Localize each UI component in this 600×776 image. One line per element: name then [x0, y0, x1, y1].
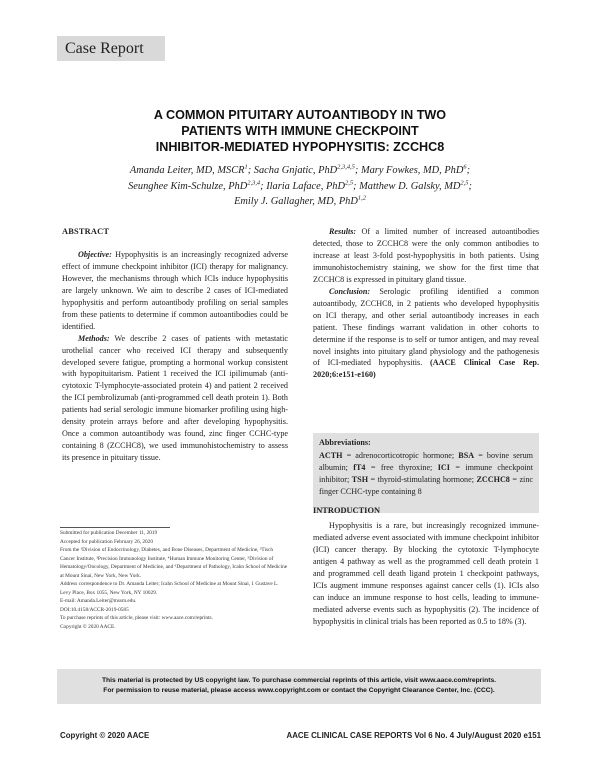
footnote-address: Address correspondence to Dr. Amanda Leiter; Icahn School of Medicine at Mount Sinai, 1 Gustave L. Levy Place, Box 1055, New York, NY 10029. [60, 581, 279, 596]
section-label: Case Report [57, 36, 165, 61]
objective-label: Objective: [78, 249, 112, 259]
author-affiliation: 1 [244, 163, 248, 171]
title-line: PATIENTS WITH IMMUNE CHECKPOINT [181, 124, 419, 138]
abstract-left-column [62, 226, 288, 464]
footer-copyright: Copyright © 2020 AACE [60, 731, 150, 740]
author-affiliation: 2,5 [460, 179, 469, 187]
author-affiliation: 2,5 [345, 179, 354, 187]
author-affiliation: 2,3,4 [247, 179, 261, 187]
abbr-term: TSH [351, 474, 369, 484]
abbreviations-list [319, 450, 533, 498]
author-affiliation: 1,2 [357, 194, 366, 202]
author-name: Sacha Gnjatic, PhD [253, 165, 338, 176]
footnote-doi: DOI:10.4158/ACCR-2019-0585 [60, 606, 129, 613]
author-separator: ; [468, 180, 472, 192]
article-title [60, 107, 540, 155]
footnote-copyright: Copyright © 2020 AACE. [60, 623, 116, 630]
methods-label: Methods: [78, 333, 110, 343]
abbr-definition: = bovine serum albumin; [319, 450, 533, 472]
banner-line: This material is protected by US copyright law. To purchase commercial reprints of this article, visit www.aace.com/reprints. [101, 677, 497, 684]
author-name: Ilaria Laface, PhD [266, 180, 345, 192]
abbr-term: ACTH [319, 450, 343, 460]
footnote-affiliations: From the ¹Division of Endocrinology, Diabetes, and Bone Diseases, Department of Medicine, ²Tisch Cancer Institute, ³Precision Immunology Institute, ⁴Human Immune Monitoring Center, ⁵Division of Hematology/Oncology, Department of Medicine, and ⁶Department of Pathology, Icahn School of Medicine at Mount Sinai, New York, New York. [60, 547, 288, 579]
author-name: Amanda Leiter, MD, MSCR [129, 165, 245, 176]
abbr-definition: = adrenocorticotropic hormone; [342, 450, 459, 460]
abstract-methods [62, 333, 288, 464]
footnote-accepted: Accepted for publication February 26, 2020 [60, 538, 153, 545]
introduction-heading: INTRODUCTION [313, 506, 381, 515]
footer-journal-info: AACE CLINICAL CASE REPORTS Vol 6 No. 4 July/August 2020 e151 [286, 731, 541, 740]
author-separator: ; [466, 165, 471, 176]
author-name: Seunghee Kim-Schulze, PhD [128, 180, 248, 192]
author-line [70, 163, 530, 179]
abbr-definition: = immune checkpoint inhibitor; [319, 462, 533, 484]
citation: (AACE Clinical Case Rep. 2020;6:e151-e160) [313, 358, 539, 380]
abstract-objective [62, 249, 288, 333]
footnote-divider [60, 527, 170, 528]
footnote-reprints: To purchase reprints of this article, please visit: www.aace.com/reprints. [60, 615, 213, 621]
author-separator: ; [247, 165, 254, 176]
abbr-definition: = free thyroxine; [365, 462, 438, 472]
methods-text: We describe 2 cases of patients with metastatic urothelial cancer who received ICI therapy and subsequently developed severe fatigue, prompting a hormonal workup consistent with hypopituitarism. Patient 1 received the ICI ipilimumab (anti-cytotoxic T-lymphocyte-associated protein 4) and patient 2 received the ICI pembrolizumab (anti-programmed cell death protein 1). Both patients had serial serologic immune biomarker profiling using high-density protein arrays before and after developing hypophysitis. Once a common autoantibody was found, zinc finger CCHC-type containing 8 (ZCCHC8), we used immunohistochemistry to assess its presence in pituitary tissue. [62, 333, 288, 463]
objective-text: Hypophysitis is an increasingly recognized adverse effect of immune checkpoint inhibitor (ICI) therapy for malignancy. However, the mechanisms through which ICIs induce hypophysitis are largely unknown. We aim to describe 2 cases of ICI-mediated hypophysitis and perform autoantibody profiling on serial samples from these patients to determine if common autoantibodies could be identified. [62, 249, 288, 331]
author-name: Mary Fowkes, MD, PhD [360, 165, 464, 176]
conclusion-text: Serologic profiling identified a common autoantibody, ZCCHC8, in 2 patients who developed hypophysitis on ICI therapy, and other serial autoantibody increases in each patient. These findings warrant validation in other cohorts to determine if the response is to self or tumor antigen, and may reveal novel insights into pituitary gland physiology and the pathogenesis of ICI-mediated hypophysitis. [313, 286, 539, 368]
author-separator: ; [353, 180, 360, 192]
copyright-banner [57, 669, 541, 704]
title-line: INHIBITOR-MEDIATED HYPOPHYSITIS: ZCCHC8 [155, 140, 445, 154]
abstract-conclusion [313, 286, 539, 382]
introduction-body [313, 520, 539, 628]
abstract-heading: ABSTRACT [62, 227, 110, 236]
abbr-term: ZCCHC8 [476, 474, 510, 484]
footnote-submitted: Submitted for publication December 11, 2019 [60, 530, 158, 536]
author-line [70, 194, 530, 210]
author-list [70, 163, 530, 210]
author-name: Matthew D. Galsky, MD [359, 180, 461, 192]
abbr-term: fT4 [353, 462, 366, 472]
abbreviations-box [313, 433, 539, 513]
abstract-results [313, 226, 539, 286]
abbr-definition: = thyroid-stimulating hormone; [368, 474, 477, 484]
conclusion-label: Conclusion: [329, 286, 371, 296]
author-line [70, 179, 530, 195]
author-separator: ; [354, 165, 361, 176]
abbr-definition: = zinc finger CCHC-type containing 8 [319, 474, 533, 496]
banner-line: For permission to reuse material, please access www.copyright.com or contact the Copyright Clearance Center, Inc. (CCC). [103, 687, 495, 694]
results-label: Results: [329, 227, 357, 236]
author-name: Emily J. Gallagher, MD, PhD [234, 196, 358, 207]
abbr-term: BSA [458, 450, 475, 460]
abbreviations-heading: Abbreviations: [319, 438, 371, 447]
title-line: A COMMON PITUITARY AUTOANTIBODY IN TWO [153, 108, 447, 122]
introduction-paragraph: Hypophysitis is a rare, but increasingly recognized immune-mediated adverse event associated with immune checkpoint inhibitor (ICI) cancer therapy. By blocking the cytotoxic T-lymphocyte antigen 4 pathway as well as the programmed cell death protein 1 and programmed cell death ligand protein 1 checkpoint pathways, ICIs augment immune responses against cancer cells (1). ICIs also can induce an immune response to host cells, leading to immune-mediated adverse events such as hypophysitis (2). The incidence of hypophysitis in clinical trials has been reported as 0.5 to 18% (3). [313, 521, 539, 626]
footnotes [60, 529, 288, 631]
author-affiliation: 6 [463, 163, 467, 171]
author-affiliation: 2,3,4,5 [337, 163, 355, 171]
abstract-right-column [313, 226, 539, 381]
results-text: Of a limited number of increased autoantibodies detected, those to ZCCHC8 were the only common antibodies to increase at least 3-fold post-hypophysitis in both patients. Using immunohistochemistry staining, we show for the first time that ZCCHC8 is expressed in pituitary gland tissue. [313, 227, 539, 284]
author-separator: ; [260, 180, 267, 192]
footnote-email: E-mail: Amanda.Leiter@mssm.edu. [60, 598, 137, 604]
abbr-term: ICI [437, 462, 450, 472]
